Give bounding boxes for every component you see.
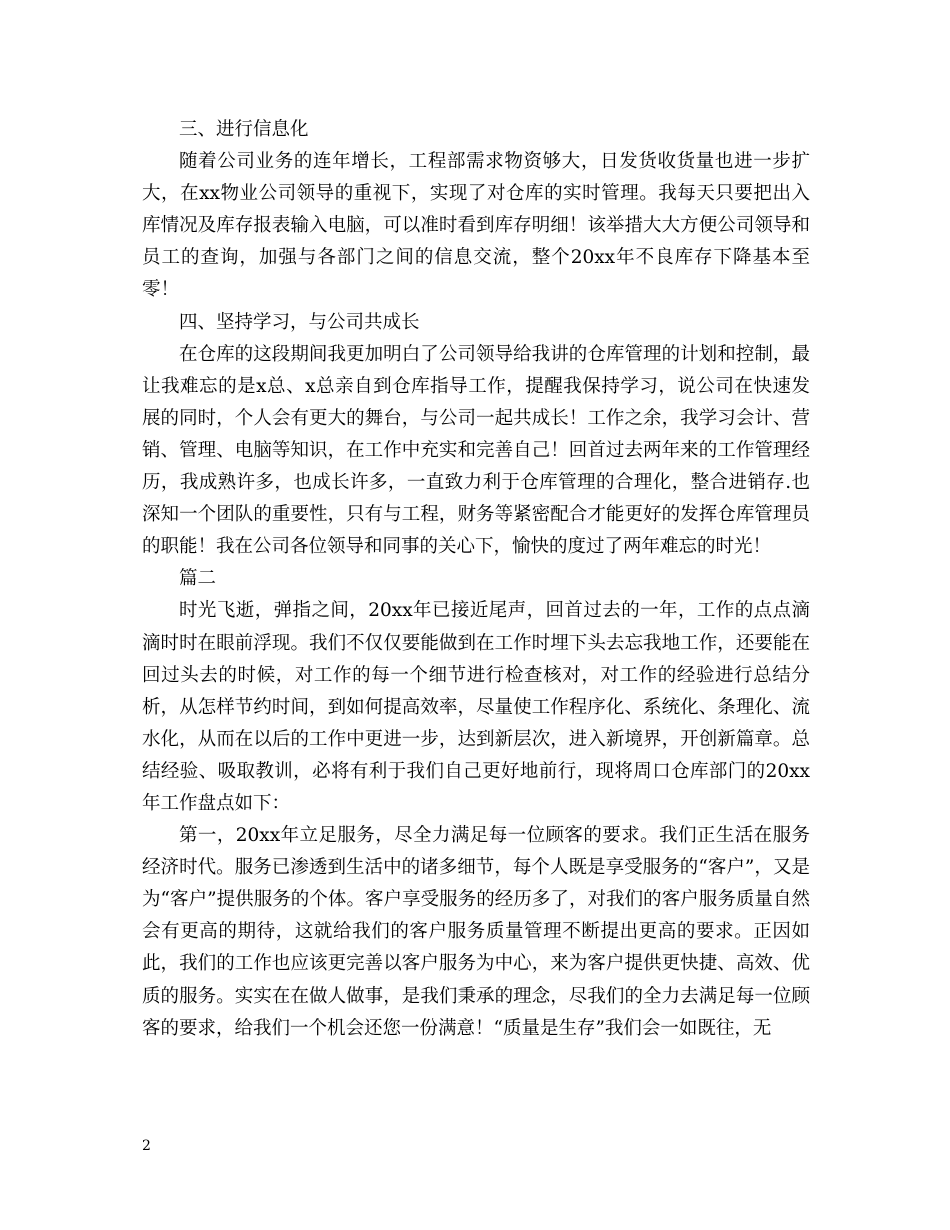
- document-body: [142, 114, 810, 1045]
- body-paragraph: 时光飞逝，弹指之间，20xx年已接近尾声，回首过去的一年，工作的点点滴滴时时在眼前浮现。我们不仅仅要能做到在工作时埋下头去忘我地工作，还要能在回过头去的时候，对工作的每一个细节进行检查核对，对工作的经验进行总结分析，从怎样节约时间，到如何提高效率，尽量使工作程序化、系统化、条理化、流水化，从而在以后的工作中更进一步，达到新层次，进入新境界，开创新篇章。总结经验、吸取教训，必将有利于我们自己更好地前行，现将周口仓库部门的20xx年工作盘点如下：: [142, 600, 810, 814]
- body-paragraph: 随着公司业务的连年增长，工程部需求物资够大，日发货收货量也进一步扩大，在xx物业公司领导的重视下，实现了对仓库的实时管理。我每天只要把出入库情况及库存报表输入电脑，可以准时看到库存明细！该举措大大方便公司领导和员工的查询，加强与各部门之间的信息交流，整个20xx年不良库存下降基本至零！: [142, 151, 810, 301]
- body-paragraph: 在仓库的这段期间我更加明白了公司领导给我讲的仓库管理的计划和控制，最让我难忘的是x总、x总亲自到仓库指导工作，提醒我保持学习，说公司在快速发展的同时，个人会有更大的舞台，与公司一起共成长！工作之余，我学习会计、营销、管理、电脑等知识，在工作中充实和完善自己！回首过去两年来的工作管理经历，我成熟许多，也成长许多，一直致力利于仓库管理的合理化，整合进销存.也深知一个团队的重要性，只有与工程，财务等紧密配合才能更好的发挥仓库管理员的职能！我在公司各位领导和同事的关心下，愉快的度过了两年难忘的时光！: [142, 343, 810, 558]
- section-heading-learning: 四、坚持学习，与公司共成长: [179, 311, 420, 333]
- body-paragraph: 第一，20xx年立足服务，尽全力满足每一位顾客的要求。我们正生活在服务经济时代。服务已渗透到生活中的诸多细节，每个人既是享受服务的“客户”，又是为“客户”提供服务的个体。客户享受服务的经历多了，对我们的客户服务质量自然会有更高的期待，这就给我们的客户服务质量管理不断提出更高的要求。正因如此，我们的工作也应该更完善以客户服务为中心，来为客户提供更快捷、高效、优质的服务。实实在在做人做事，是我们秉承的理念，尽我们的全力去满足每一位顾客的要求，给我们一个机会还您一份满意！“质量是生存”我们会一如既往，无: [142, 825, 810, 1039]
- page-number: 2: [142, 1138, 151, 1154]
- part-heading: 篇二: [179, 568, 217, 590]
- section-heading-informatization: 三、进行信息化: [179, 119, 309, 140]
